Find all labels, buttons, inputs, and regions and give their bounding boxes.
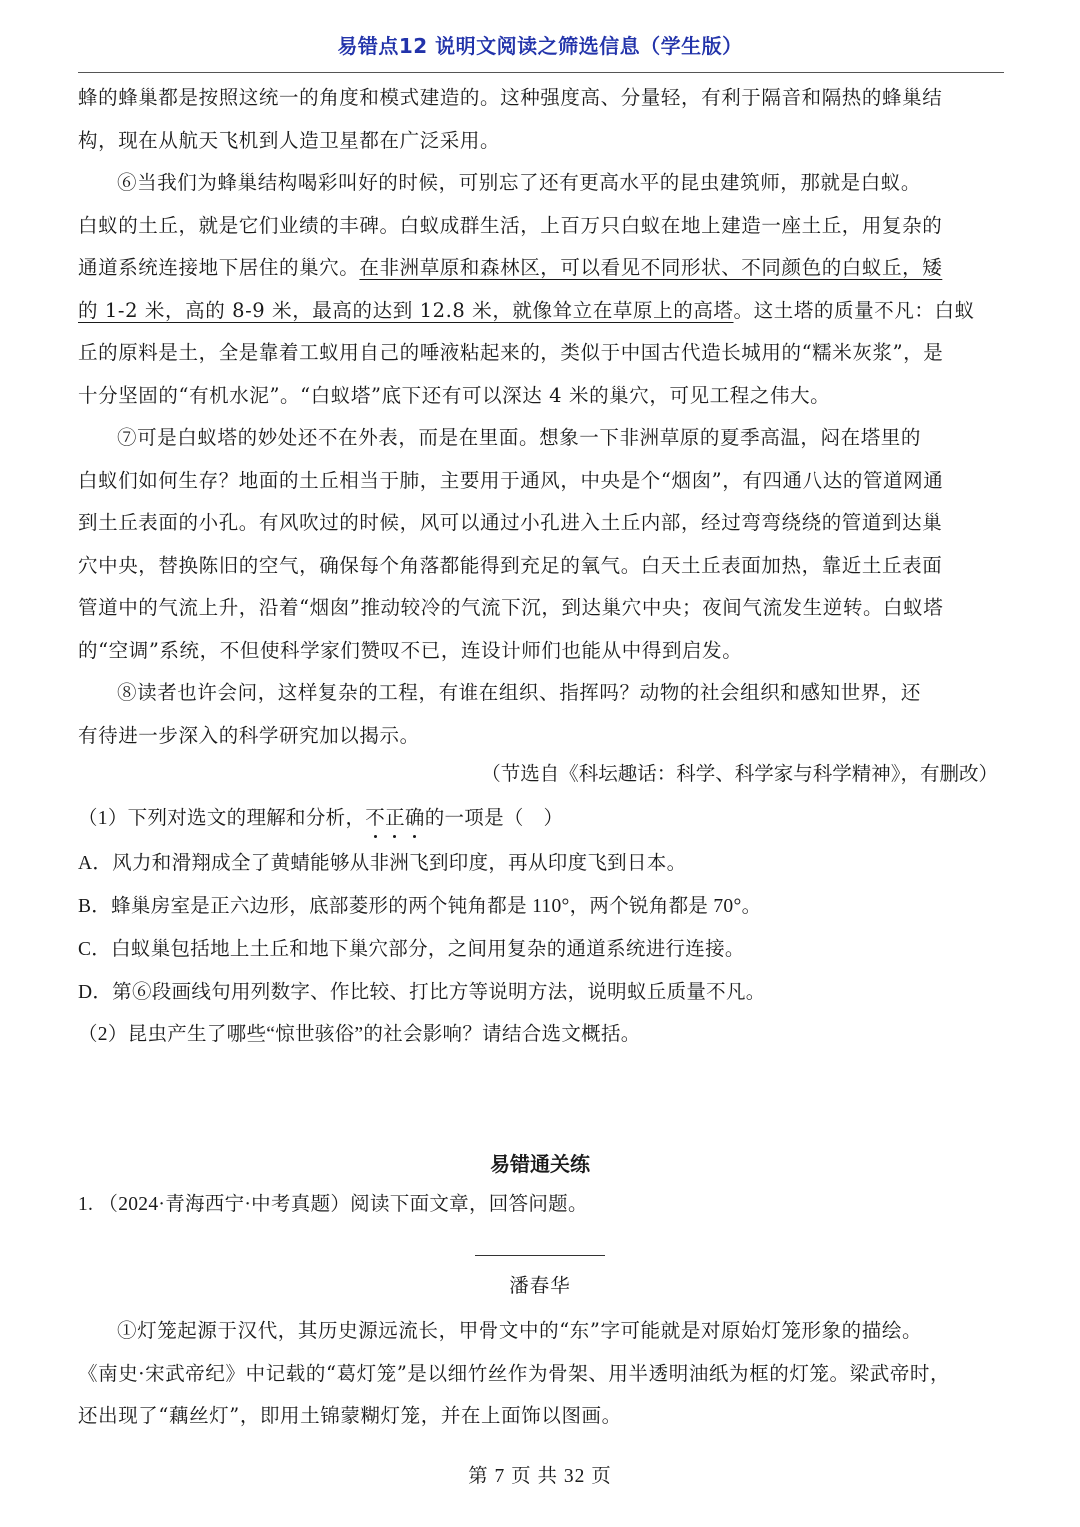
paragraph-line: 《南史·宋武帝纪》中记载的“葛灯笼”是以细竹丝作为骨架、用半透明油纸为框的灯笼。梁武帝时， <box>78 1361 951 1385</box>
page-number-footer: 第 7 页 共 32 页 <box>468 1466 612 1487</box>
plain-text: 。这土塔的质量不凡：白蚁 <box>733 298 975 322</box>
underlined-sentence: 的 1-2 米，高的 8-9 米，最高的达到 12.8 米，就像耸立在草原上的高塔 <box>78 298 734 322</box>
paragraph-line: 构，现在从航天飞机到人造卫星都在广泛采用。 <box>78 128 501 152</box>
paragraph-6-line <box>78 290 1004 333</box>
question-1-pre: （1）下列对选文的理解和分析， <box>78 808 366 829</box>
emphasis-char: 确 <box>404 808 425 829</box>
paragraph-7-line: 管道中的气流上升，沿着“烟囱”推动较冷的气流下沉，到达巢穴中央；夜间气流发生逆转。白蚁塔 <box>78 596 944 619</box>
page-header-title: 易错点12 说明文阅读之筛选信息（学生版） <box>337 34 743 58</box>
question-2: （2）昆虫产生了哪些“惊世骇俗”的社会影响？请结合选文概括。 <box>78 1024 641 1045</box>
article-2-body <box>78 1310 1004 1438</box>
paragraph-6-line: 白蚁的土丘，就是它们业绩的丰碑。白蚁成群生活，上百万只白蚁在地上建造一座土丘，用复杂的 <box>78 213 943 237</box>
option-b: B．蜂巢房室是正六边形，底部菱形的两个钝角都是 110°，两个锐角都是 70°。 <box>78 896 762 917</box>
option-a: A．风力和滑翔成全了黄蜻能够从非洲飞到印度，再从印度飞到日本。 <box>78 853 687 874</box>
paragraph-6-line: 丘的原料是土，全是靠着工蚁用自己的唾液粘起来的，类似于中国古代造长城用的“糯米灰浆”，是 <box>78 341 944 364</box>
title-blank-line <box>475 1255 605 1256</box>
paragraph-line: 蜂的蜂巢都是按照这统一的角度和模式建造的。这种强度高、分量轻，有利于隔音和隔热的蜂巢结 <box>78 86 943 109</box>
article-author: 潘春华 <box>509 1274 571 1297</box>
paragraph-7-line: 的“空调”系统，不但使科学家们赞叹不已，连设计师们也能从中得到启发。 <box>78 638 743 662</box>
paragraph-8-line: 有待进一步深入的科学研究加以揭示。 <box>78 723 420 747</box>
section-title: 易错通关练 <box>490 1152 590 1176</box>
paragraph-6-line: 十分坚固的“有机水泥”。“白蚁塔”底下还有可以深达 4 米的巢穴，可见工程之伟大。 <box>78 383 831 407</box>
paragraph-7-line: ⑦可是白蚁塔的妙处还不在外表，而是在里面。想象一下非洲草原的夏季高温，闷在塔里的 <box>117 426 922 449</box>
exercise-1-intro: 1. （2024·青海西宁·中考真题）阅读下面文章，回答问题。 <box>78 1194 588 1215</box>
source-citation: （节选自《科坛趣话：科学、科学家与科学精神》，有删改） <box>481 764 998 785</box>
header-divider <box>78 72 1004 73</box>
option-d: D．第⑥段画线句用列数字、作比较、打比方等说明方法，说明蚁丘质量不凡。 <box>78 982 766 1003</box>
question-1-post: 的一项是（ ） <box>424 808 564 829</box>
paragraph-7-line: 穴中央，替换陈旧的空气，确保每个角落都能得到充足的氧气。白天土丘表面加热，靠近土丘表面 <box>78 553 943 577</box>
paragraph-line: 还出现了“藕丝灯”，即用土锦蒙糊灯笼，并在上面饰以图画。 <box>78 1404 622 1427</box>
paragraph-7-line: 白蚁们如何生存？地面的土丘相当于肺，主要用于通风，中央是个“烟囱”，有四通八达的管道网通 <box>78 468 944 492</box>
emphasis-char: 不 <box>365 808 386 829</box>
paragraph-line: ①灯笼起源于汉代，其历史源远流长，甲骨文中的“东”字可能就是对原始灯笼形象的描绘。 <box>117 1319 923 1342</box>
paragraph-6-line: ⑥当我们为蜂巢结构喝彩叫好的时候，可别忘了还有更高水平的昆虫建筑师，那就是白蚁。 <box>117 171 922 194</box>
underlined-sentence: 在非洲草原和森林区，可以看见不同形状、不同颜色的白蚁丘，矮 <box>359 256 943 279</box>
emphasis-char: 正 <box>385 808 405 829</box>
question-1-stem <box>78 802 563 830</box>
paragraph-7-line: 到土丘表面的小孔。有风吹过的时候，风可以通过小孔进入土丘内部，经过弯弯绕绕的管道到达巢 <box>78 511 943 534</box>
paragraph-8-line: ⑧读者也许会问，这样复杂的工程，有谁在组织、指挥吗？动物的社会组织和感知世界，还 <box>117 681 922 704</box>
option-c: C．白蚁巢包括地上土丘和地下巢穴部分，之间用复杂的通道系统进行连接。 <box>78 939 745 960</box>
article-body <box>78 77 1004 757</box>
paragraph-6-line <box>78 247 1004 290</box>
plain-text: 通道系统连接地下居住的巢穴。 <box>78 256 360 279</box>
